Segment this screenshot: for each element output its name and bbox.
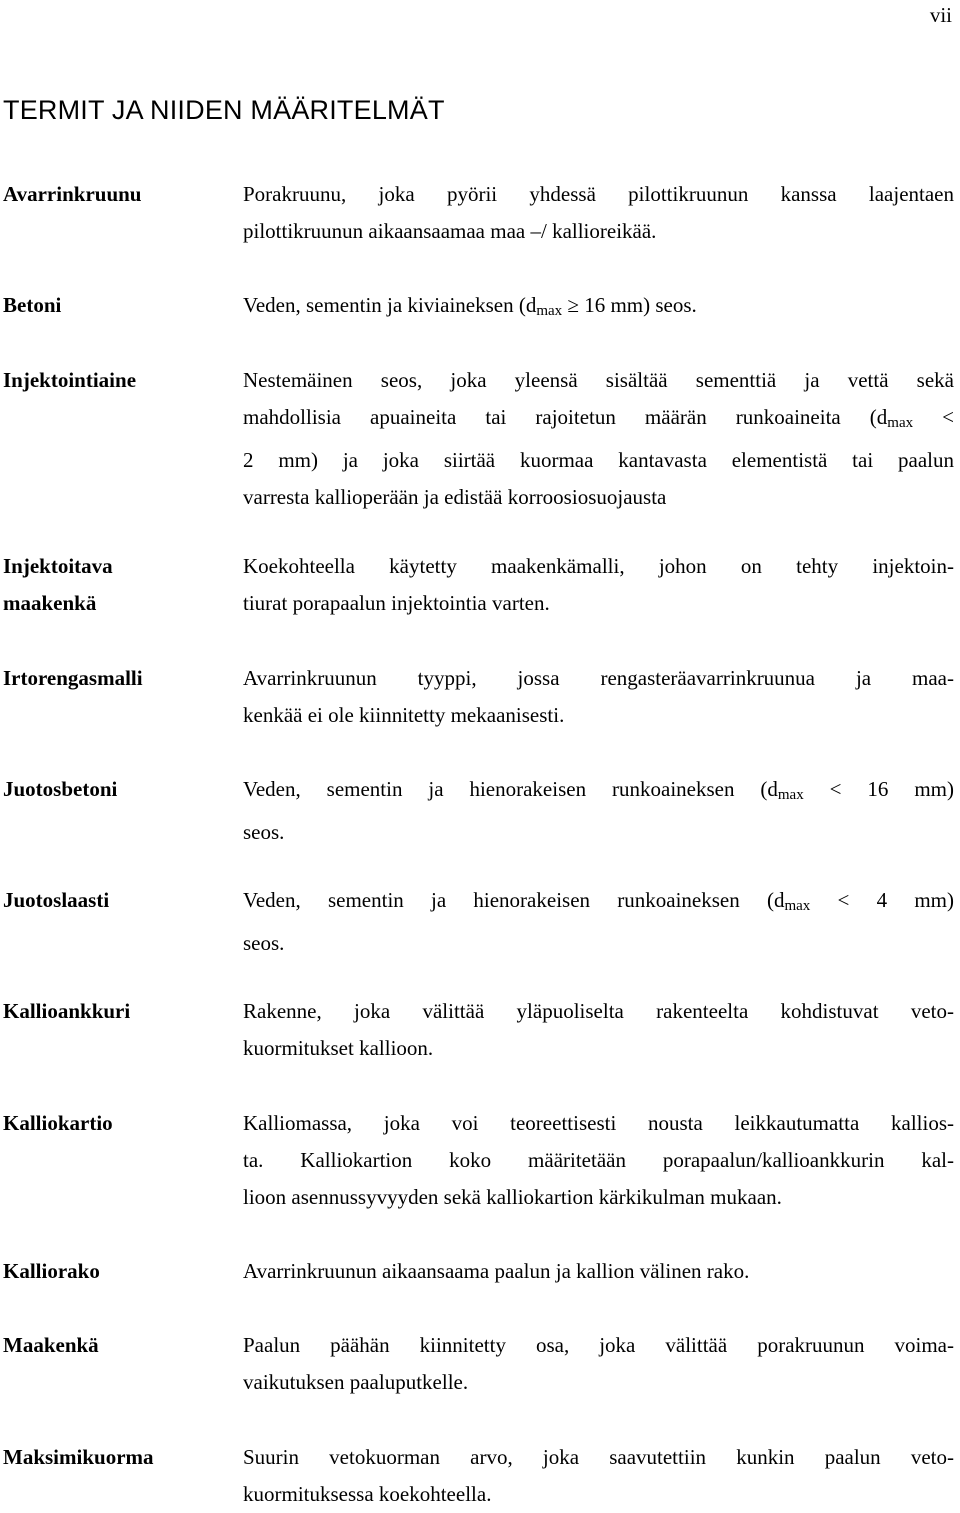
term-definition — [243, 993, 954, 1067]
term-definition — [243, 548, 954, 622]
term-label: Kallioankkuri — [3, 999, 131, 1023]
definition-line: Suurin vetokuorman arvo, joka saavutettiin kunkin paalun veto- — [243, 1445, 954, 1469]
definition-line: seos. — [243, 931, 285, 955]
term-label-line: maakenkä — [3, 591, 97, 615]
definition-line: Avarrinkruunun tyyppi, jossa rengasteräavarrinkruunua ja maa- — [243, 666, 954, 690]
definition-line — [243, 771, 954, 814]
definition-line: tiurat porapaalun injektointia varten. — [243, 591, 550, 615]
term-definition — [243, 660, 954, 734]
term-label: Maakenkä — [3, 1333, 99, 1357]
term-definition — [243, 1439, 954, 1513]
definition-line — [243, 399, 954, 442]
term-label: Kalliorako — [3, 1259, 100, 1283]
term-label: Kalliokartio — [3, 1111, 113, 1135]
term-definition — [243, 771, 954, 851]
page-number: vii — [929, 3, 952, 27]
term-label: Avarrinkruunu — [3, 182, 142, 206]
definition-text: < — [913, 405, 955, 429]
definition-text: mahdollisia apuaineita tai rajoitetun määrän runkoaineita (d — [243, 405, 888, 429]
subscript-max: max — [777, 787, 804, 803]
subscript-max: max — [887, 415, 914, 431]
definition-line: pilottikruunun aikaansaamaa maa –/ kallioreikää. — [243, 219, 657, 243]
term-definition — [243, 362, 954, 516]
definition-line: varresta kallioperään ja edistää korroosiosuojausta — [243, 485, 667, 509]
term-label: Juotosbetoni — [3, 777, 118, 801]
definition-line: Kalliomassa, joka voi teoreettisesti nousta leikkautumatta kallios- — [243, 1111, 954, 1135]
definition-text: < 16 mm) — [803, 777, 954, 801]
definition-line: kuormituksessa koekohteella. — [243, 1482, 492, 1506]
definition-line: Nestemäinen seos, joka yleensä sisältää sementtiä ja vettä sekä — [243, 368, 954, 392]
page-title: TERMIT JA NIIDEN MÄÄRITELMÄT — [3, 95, 445, 125]
definition-line — [243, 882, 954, 925]
definition-line: Rakenne, joka välittää yläpuoliselta rakenteelta kohdistuvat veto- — [243, 999, 954, 1023]
definition-line: ta. Kalliokartion koko määritetään porapaalun/kallioankkurin kal- — [243, 1148, 954, 1172]
definition-text: Veden, sementin ja hienorakeisen runkoaineksen (d — [243, 888, 785, 912]
subscript-max: max — [784, 898, 811, 914]
definition-text: Veden, sementin ja hienorakeisen runkoaineksen (d — [243, 777, 778, 801]
definition-line: kenkää ei ole kiinnitetty mekaanisesti. — [243, 703, 565, 727]
definition-text: < 4 mm) — [810, 888, 954, 912]
term-label-line: Injektoitava — [3, 554, 113, 578]
term-definition — [243, 1253, 954, 1290]
definition-line: vaikutuksen paaluputkelle. — [243, 1370, 469, 1394]
term-label: Juotoslaasti — [3, 888, 110, 912]
term-label: Injektointiaine — [3, 368, 137, 392]
term-definition — [243, 176, 954, 250]
definition-line: Koekohteella käytetty maakenkämalli, johon on tehty injektoin- — [243, 554, 954, 578]
definition-text: Veden, sementin ja kiviaineksen (d — [243, 293, 537, 317]
definition-line: kuormitukset kallioon. — [243, 1036, 434, 1060]
definition-line: 2 mm) ja joka siirtää kuormaa kantavasta elementistä tai paalun — [243, 448, 954, 472]
definition-line: lioon asennussyvyyden sekä kalliokartion kärkikulman mukaan. — [243, 1185, 782, 1209]
term-definition — [243, 1327, 954, 1401]
term-definition — [243, 287, 954, 330]
definition-line — [243, 287, 954, 330]
definition-line: Paalun päähän kiinnitetty osa, joka välittää porakruunun voima- — [243, 1333, 954, 1357]
term-definition — [243, 882, 954, 962]
definition-line: Avarrinkruunun aikaansaama paalun ja kallion välinen rako. — [243, 1259, 750, 1283]
subscript-max: max — [536, 303, 563, 319]
definition-line: Porakruunu, joka pyörii yhdessä pilottikruunun kanssa laajentaen — [243, 182, 954, 206]
term-definition — [243, 1105, 954, 1216]
term-label: Irtorengasmalli — [3, 666, 143, 690]
term-label: Betoni — [3, 293, 62, 317]
definition-line: seos. — [243, 820, 285, 844]
term-label — [3, 548, 233, 622]
definition-text: ≥ 16 mm) seos. — [562, 293, 697, 317]
term-label: Maksimikuorma — [3, 1445, 154, 1469]
